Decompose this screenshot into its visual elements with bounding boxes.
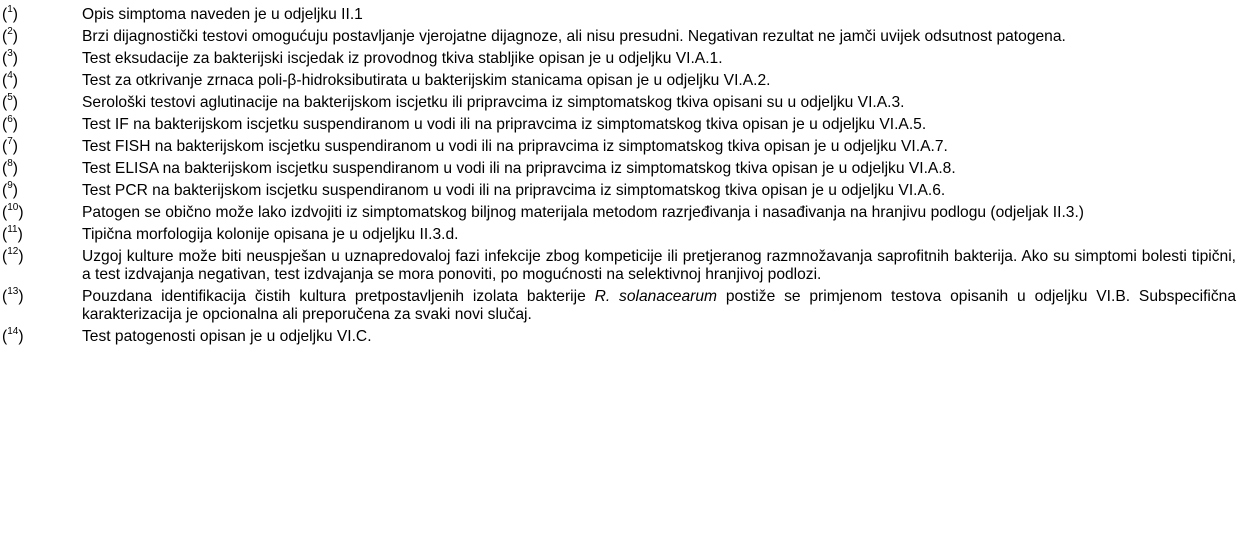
footnote-number: ($^{12}$) <box>2 245 24 265</box>
footnote-12 <box>2 245 1236 284</box>
footnote-7 <box>2 135 1236 156</box>
footnote-10 <box>2 201 1236 222</box>
footnote-number: ($^9$) <box>2 179 18 199</box>
footnote-2 <box>2 25 1236 46</box>
footnote-13 <box>2 285 1237 324</box>
footnote-text: Uzgoj kulture može biti neuspješan u uznapredovaloj fazi infekcije zbog kompeticije ili pretjeranog razmnožavanja saprofitnih bakterija. Ako su simptomi bolesti tipični, a test izdvajanja negativan, test izdvajanja se mora ponoviti, po mogućnosti na selektivnoj hranjivoj podlozi. <box>82 248 1236 283</box>
footnote-number: ($^2$) <box>2 25 18 45</box>
footnote-number: ($^8$) <box>2 157 18 177</box>
footnote-text: Test IF na bakterijskom iscjetku suspendiranom u vodi ili na pripravcima iz simptomatskog tkiva opisan je u odjeljku VI.A.5. <box>82 116 927 133</box>
footnote-number: ($^{13}$) <box>2 285 24 305</box>
footnote-5 <box>2 91 1236 112</box>
footnote-number: ($^1$) <box>2 3 18 23</box>
footnote-6 <box>2 113 1236 134</box>
footnote-text: Test eksudacije za bakterijski iscjedak iz provodnog tkiva stabljike opisan je u odjeljku VI.A.1. <box>82 50 723 67</box>
footnote-text: Test patogenosti opisan je u odjeljku VI.C. <box>82 328 372 345</box>
footnote-number: ($^4$) <box>2 69 18 89</box>
footnote-11 <box>2 223 1236 244</box>
footnote-number: ($^{14}$) <box>2 325 24 345</box>
footnote-9 <box>2 179 1236 200</box>
footnote-1 <box>2 3 1236 24</box>
species-name: R. solanacearum <box>594 288 717 305</box>
footnote-text: Serološki testovi aglutinacije na bakterijskom iscjetku ili pripravcima iz simptomatskog tkiva opisani su u odjeljku VI.A.3. <box>82 94 905 111</box>
footnote-text: Test PCR na bakterijskom iscjetku suspendiranom u vodi ili na pripravcima iz simptomatskog tkiva opisan je u odjeljku VI.A.6. <box>82 182 946 199</box>
footnote-number: ($^6$) <box>2 113 18 133</box>
footnote-text: Test FISH na bakterijskom iscjetku suspendiranom u vodi ili na pripravcima iz simptomatskog tkiva opisan je u odjeljku VI.A.7. <box>82 138 948 155</box>
footnote-number: ($^7$) <box>2 135 18 155</box>
footnote-4 <box>2 69 1236 90</box>
footnote-text: Opis simptoma naveden je u odjeljku II.1 <box>82 6 363 23</box>
footnote-3 <box>2 47 1236 68</box>
footnote-8 <box>2 157 1236 178</box>
footnote-number: ($^3$) <box>2 47 18 67</box>
footnote-number: ($^{10}$) <box>2 201 24 221</box>
footnote-text: Patogen se obično može lako izdvojiti iz simptomatskog biljnog materijala metodom razrjeđivanja i nasađivanja na hranjivu podlogu (odjeljak II.3.) <box>82 204 1084 221</box>
footnote-text: Test ELISA na bakterijskom iscjetku suspendiranom u vodi ili na pripravcima iz simptomatskog tkiva opisan je u odjeljku VI.A.8. <box>82 160 956 177</box>
footnote-14 <box>2 325 1236 346</box>
footnote-number: ($^{11}$) <box>2 223 23 243</box>
footnote-text: Tipična morfologija kolonije opisana je u odjeljku II.3.d. <box>82 226 459 243</box>
footnote-text: Brzi dijagnostički testovi omogućuju postavljanje vjerojatne dijagnoze, ali nisu presudni. Negativan rezultat ne jamči uvijek odsutnost patogena. <box>82 28 1066 45</box>
footnote-number: ($^5$) <box>2 91 18 111</box>
footnote-text: Pouzdana identifikacija čistih kultura pretpostavljenih izolata bakterije R. solanacearum postiže se primjenom testova opisanih u odjeljku VI.B. Subspecifična karakterizacija je opcionalna ali preporučena za svaki novi slučaj. <box>82 288 1237 323</box>
footnote-text: Test za otkrivanje zrnaca poli-β-hidroksibutirata u bakterijskim stanicama opisan je u odjeljku VI.A.2. <box>82 72 771 89</box>
